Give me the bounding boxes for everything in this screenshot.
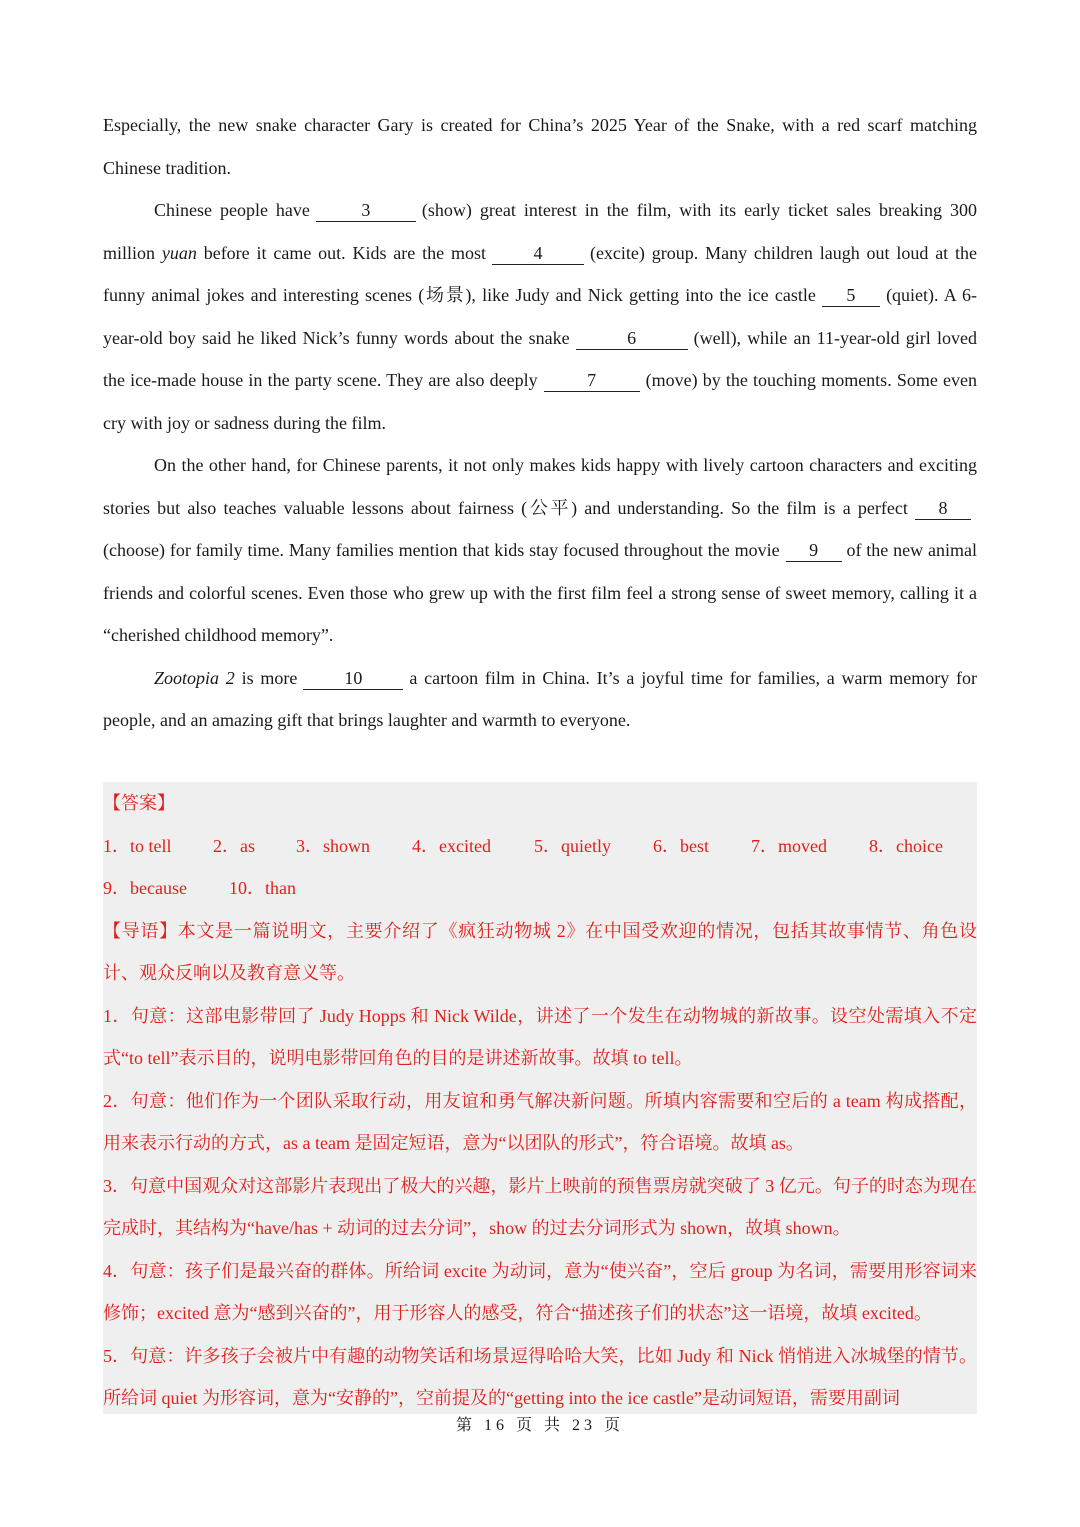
film-title: Zootopia 2 [154, 667, 235, 688]
blank-3[interactable]: 3 [316, 199, 416, 222]
answer-item: 6．best [653, 835, 709, 856]
text-run: before it came out. Kids are the most [203, 242, 486, 263]
explanation-5: 5．句意：许多孩子会被片中有趣的动物笑话和场景逗得哈哈大笑，比如 Judy 和 Nick 悄悄进入冰城堡的情节。所给词 quiet 为形容词，意为“安静的”，空前提及的“getting into the ice castle”是动词短语，需要用副词 [103, 1345, 977, 1408]
explanation-4: 4．句意：孩子们是最兴奋的群体。所给词 excite 为动词，意为“使兴奋”，空后 group 为名词，需要用形容词来修饰；excited 意为“感到兴奋的”，用于形容人的感受，符合“描述孩子们的状态”这一语境，故填 excited。 [103, 1260, 977, 1323]
answer-item: 10．than [229, 878, 296, 898]
paragraph-1: Especially, the new snake character Gary is created for China’s 2025 Year of the Snake, with a red scarf matching Chinese tradition. [103, 115, 977, 178]
answer-item: 4．excited [412, 835, 491, 856]
answer-section [103, 782, 977, 1414]
answer-item: 8．choice [869, 835, 943, 856]
paragraph-4 [103, 657, 977, 742]
answer-item: 9．because [103, 878, 187, 898]
answer-item: 1．to tell [103, 835, 172, 856]
blank-4[interactable]: 4 [492, 242, 584, 265]
text-run: (excite) group. Many children laugh out loud at the funny animal jokes and interesting scenes (场景), like Judy and Nick getting into the ice castle [103, 242, 978, 305]
explanation-2: 2．句意：他们作为一个团队采取行动，用友谊和勇气解决新问题。所填内容需要和空后的 a team 构成搭配，用来表示行动的方式，as a team 是固定短语，意为“以团队的形式”，符合语境。故填 as。 [103, 1090, 977, 1153]
blank-5[interactable]: 5 [822, 284, 880, 307]
guide-paragraph [103, 910, 977, 995]
text-run: (show) great interest in the film, with its early ticket sales breaking 300 million [103, 200, 977, 263]
blank-7[interactable]: 7 [544, 369, 640, 392]
text-run: a cartoon film in China. It’s a joyful time for families, a warm memory for people, and an amazing gift that brings laughter and warmth to everyone. [103, 667, 978, 730]
answer-item: 5．quietly [534, 835, 611, 856]
text-run: (choose) for family time. Many families mention that kids stay focused throughout the movie [103, 540, 780, 560]
answer-item: 3．shown [296, 835, 371, 856]
text-run: is more [241, 667, 298, 688]
answer-item: 2．as [213, 835, 255, 856]
text-run: (well), while an 11-year-old girl loved the ice-made house in the party scene. They are also deeply [103, 327, 977, 390]
italic-word: yuan [161, 242, 197, 263]
page-footer: 第 16 页 共 23 页 [455, 1417, 624, 1434]
blank-6[interactable]: 6 [576, 327, 688, 350]
text-run: (quiet). A 6-year-old boy said he liked Nick’s funny words about the snake [103, 285, 977, 348]
passage [103, 104, 977, 742]
text-run: (move) by the touching moments. Some even cry with joy or sadness during the film. [103, 370, 977, 433]
blank-9[interactable]: 9 [786, 539, 842, 562]
blank-10[interactable]: 10 [303, 667, 403, 690]
answer-row-1 [103, 825, 977, 868]
explanation-1: 1．句意：这部电影带回了 Judy Hopps 和 Nick Wilde，讲述了一个发生在动物城的新故事。设空处需填入不定式“to tell”表示目的，说明电影带回角色的目的是讲述新故事。故填 to tell。 [103, 1005, 977, 1068]
paragraph-3 [103, 444, 977, 657]
blank-8[interactable]: 8 [915, 497, 971, 520]
text-run: On the other hand, for Chinese parents, it not only makes kids happy with lively cartoon characters and exciting stories but also teaches valuable lessons about fairness (公平) and understanding. So the film is a perfect [103, 455, 977, 518]
answer-item: 7．moved [751, 835, 827, 856]
answer-row-2 [103, 867, 977, 910]
guide-label: 【导语】 [103, 920, 178, 941]
guide-text: 本文是一篇说明文，主要介绍了《疯狂动物城 2》在中国受欢迎的情况，包括其故事情节、角色设计、观众反响以及教育意义等。 [103, 920, 977, 983]
text-run: Chinese people have [154, 200, 310, 220]
answer-label: 【答案】 [103, 793, 175, 813]
text-run: of the new animal friends and colorful scenes. Even those who grew up with the first film feel a strong sense of sweet memory, calling it a “cherished childhood memory”. [103, 540, 977, 645]
paragraph-2 [103, 189, 977, 444]
explanation-3: 3．句意中国观众对这部影片表现出了极大的兴趣，影片上映前的预售票房就突破了 3 亿元。句子的时态为现在完成时，其结构为“have/has + 动词的过去分词”，show 的过去分词形式为 shown，故填 shown。 [103, 1175, 977, 1238]
